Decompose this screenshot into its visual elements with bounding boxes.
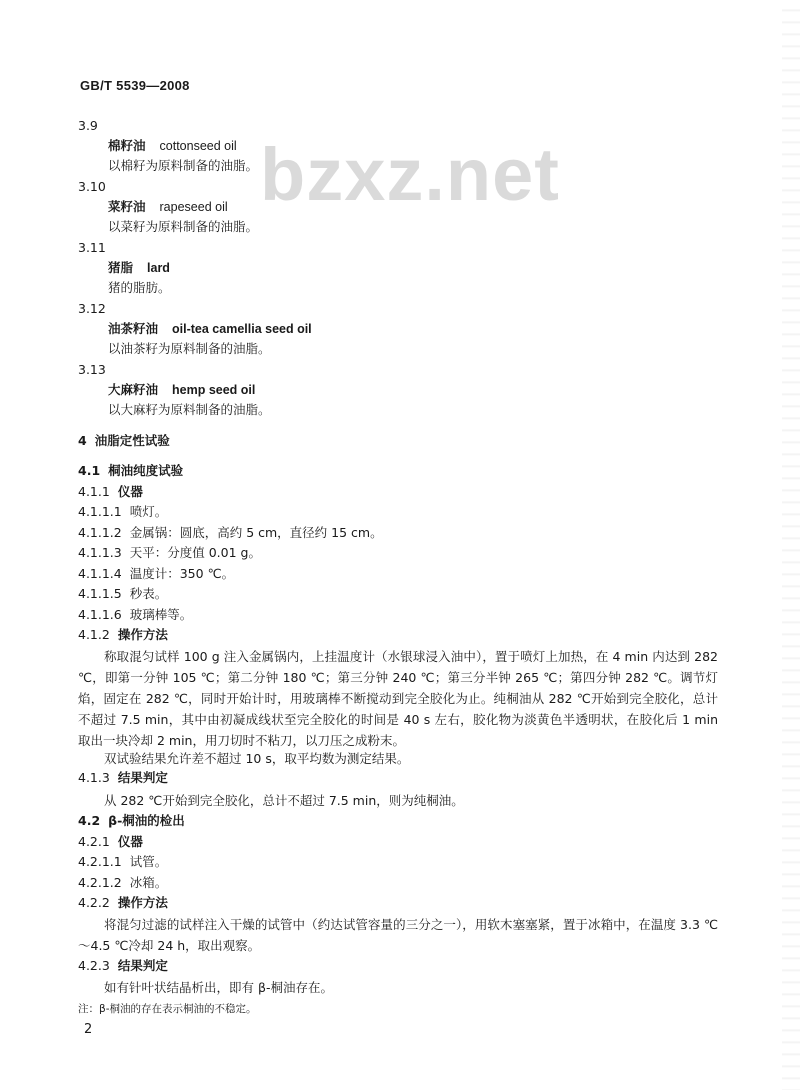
subsection-number: 4.1.2 <box>78 627 110 642</box>
item-number: 4.1.1.6 <box>78 607 122 622</box>
page-number: 2 <box>84 1022 93 1037</box>
term-cn: 油茶籽油 <box>108 321 159 336</box>
chapter-number: 4 <box>78 433 87 448</box>
term-en: cottonseed oil <box>159 139 237 153</box>
term-en: hemp seed oil <box>172 383 256 397</box>
chapter-title: 油脂定性试验 <box>94 433 170 448</box>
term-number: 3.11 <box>78 240 106 255</box>
term-definition: 以菜籽为原料制备的油脂。 <box>108 219 259 234</box>
term-cn: 大麻籽油 <box>108 382 159 397</box>
term-en: rapeseed oil <box>159 200 228 214</box>
paragraph: 称取混匀试样 100 g 注入金属锅内，上挂温度计（水银球浸入油中），置于喷灯上加热，在 4 min 内达到 282 ℃，即第一分钟 105 ℃；第二分钟 180 ℃；第三分钟 240 ℃；第三分半钟 265 ℃；第四分钟 282 ℃。调节灯焰，固定在 282 ℃，同时开始计时，用玻璃棒不断搅动到完全胶化为止。纯桐油从 282 ℃开始到完全胶化，总计不超过 7.5 min，其中由初凝成线状至完全胶化的时间是 40 s 左右，胶化物为淡黄色半透明状，在胶化后 1 min 取出一块冷却 2 min，用刀切时不粘刀，以刀压之成粉末。 <box>78 649 718 748</box>
subsection-heading <box>78 483 143 501</box>
term-cn: 菜籽油 <box>108 199 146 214</box>
term-definition: 以大麻籽为原料制备的油脂。 <box>108 402 271 417</box>
subsection-title: 结果判定 <box>117 770 168 785</box>
item-number: 4.1.1.2 <box>78 525 122 540</box>
term-number: 3.13 <box>78 362 106 377</box>
scan-edge-shadow <box>782 0 800 1090</box>
subsection-number: 4.1.1 <box>78 484 110 499</box>
item-number: 4.2.1.1 <box>78 854 122 869</box>
item-number: 4.1.1.5 <box>78 586 122 601</box>
item-text: 天平：分度值 0.01 g。 <box>129 545 261 560</box>
subsection-number: 4.2.1 <box>78 834 110 849</box>
paragraph: 从 282 ℃开始到完全胶化，总计不超过 7.5 min，则为纯桐油。 <box>104 793 464 808</box>
list-item <box>78 874 167 892</box>
term-en: lard <box>147 261 170 275</box>
term-heading <box>108 198 228 216</box>
subsection-title: 仪器 <box>117 834 143 849</box>
subsection-heading <box>78 894 168 912</box>
subsection-title: 操作方法 <box>117 627 168 642</box>
section-heading <box>78 462 183 480</box>
subsection-heading <box>78 626 168 644</box>
term-number: 3.9 <box>78 118 98 133</box>
list-item <box>78 524 383 542</box>
list-item <box>78 544 261 562</box>
term-number: 3.10 <box>78 179 106 194</box>
section-title: 桐油纯度试验 <box>108 463 184 478</box>
section-title: β-桐油的检出 <box>108 813 185 828</box>
subsection-number: 4.1.3 <box>78 770 110 785</box>
item-text: 冰箱。 <box>129 875 168 890</box>
note: 注：β-桐油的存在表示桐油的不稳定。 <box>78 1003 257 1015</box>
list-item <box>78 853 167 871</box>
subsection-title: 仪器 <box>117 484 143 499</box>
term-definition: 以油茶籽为原料制备的油脂。 <box>108 341 271 356</box>
standard-code: GB/T 5539—2008 <box>80 78 190 93</box>
item-number: 4.2.1.2 <box>78 875 122 890</box>
term-heading <box>108 137 237 155</box>
item-text: 温度计：350 ℃。 <box>129 566 235 581</box>
item-text: 秒表。 <box>129 586 168 601</box>
term-definition: 猪的脂肪。 <box>108 280 171 295</box>
list-item <box>78 503 167 521</box>
term-cn: 猪脂 <box>108 260 134 275</box>
item-text: 金属锅：圆底，高约 5 cm，直径约 15 cm。 <box>129 525 383 540</box>
term-heading <box>108 259 170 277</box>
list-item <box>78 585 167 603</box>
item-number: 4.1.1.3 <box>78 545 122 560</box>
item-text: 试管。 <box>129 854 168 869</box>
subsection-title: 结果判定 <box>117 958 168 973</box>
term-cn: 棉籽油 <box>108 138 146 153</box>
list-item <box>78 606 192 624</box>
paragraph: 将混匀过滤的试样注入干燥的试管中（约达试管容量的三分之一），用软木塞塞紧，置于冰箱中，在温度 3.3 ℃～4.5 ℃冷却 24 h，取出观察。 <box>78 917 718 953</box>
paragraph: 如有针叶状结晶析出，即有 β-桐油存在。 <box>104 980 333 995</box>
item-text: 喷灯。 <box>129 504 168 519</box>
term-definition: 以棉籽为原料制备的油脂。 <box>108 158 259 173</box>
subsection-title: 操作方法 <box>117 895 168 910</box>
subsection-heading <box>78 769 168 787</box>
list-item <box>78 565 234 583</box>
section-number: 4.2 <box>78 813 101 828</box>
item-number: 4.1.1.1 <box>78 504 122 519</box>
subsection-number: 4.2.2 <box>78 895 110 910</box>
section-heading <box>78 812 185 830</box>
subsection-number: 4.2.3 <box>78 958 110 973</box>
section-number: 4.1 <box>78 463 101 478</box>
item-text: 玻璃棒等。 <box>129 607 193 622</box>
chapter-heading <box>78 432 170 450</box>
term-heading <box>108 381 255 399</box>
term-heading <box>108 320 312 338</box>
subsection-heading <box>78 957 168 975</box>
watermark: bzxz.net <box>260 133 560 216</box>
term-en: oil-tea camellia seed oil <box>172 322 312 336</box>
subsection-heading <box>78 833 143 851</box>
paragraph: 双试验结果允许差不超过 10 s，取平均数为测定结果。 <box>104 751 410 766</box>
item-number: 4.1.1.4 <box>78 566 122 581</box>
term-number: 3.12 <box>78 301 106 316</box>
